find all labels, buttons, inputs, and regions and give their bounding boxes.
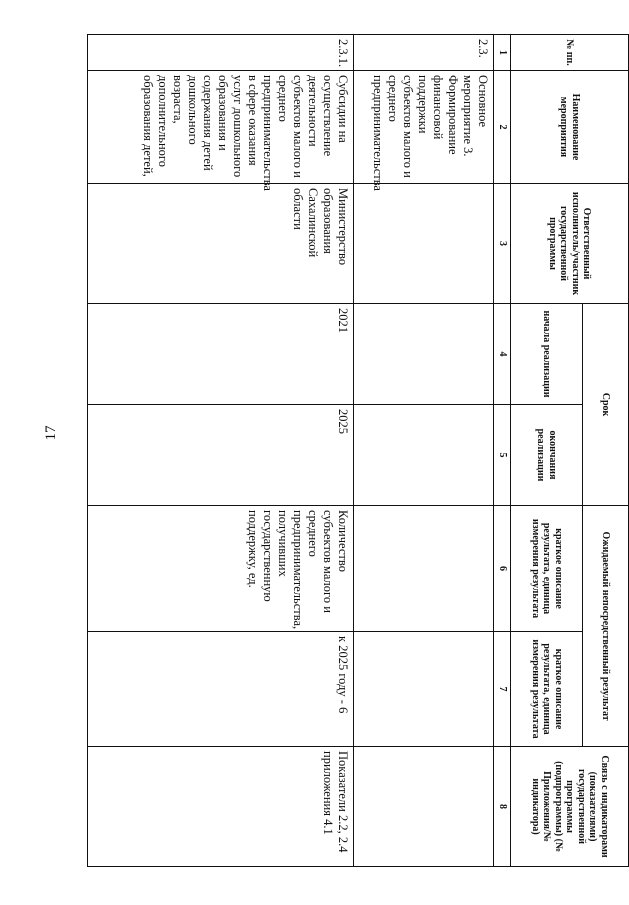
row-executor <box>354 184 494 304</box>
row-end <box>354 405 494 506</box>
row-name: Субсидии на осуществление деятельности субъектов малого и среднего предпринимательства в сфере оказания услуг дошкольного образования и содержания детей дошкольного возраста, дополнительного образования детей, <box>88 71 354 184</box>
rotated-table-container <box>87 34 629 866</box>
header-name: Наименование мероприятия <box>511 71 629 184</box>
header-end: окончания реализации <box>511 405 583 506</box>
col-number: 5 <box>494 405 511 506</box>
row-start <box>354 304 494 405</box>
header-term: Срок <box>583 304 629 506</box>
header-executor: Ответственный исполнитель/участник государственной программы <box>511 184 629 304</box>
row-executor: Министерство образования Сахалинской области <box>88 184 354 304</box>
row-link: Показатели 2.2, 2.4 приложения 4.1 <box>88 747 354 867</box>
row-num: 2.3. <box>354 35 494 71</box>
col-number: 3 <box>494 184 511 304</box>
header-num: № пп. <box>511 35 629 71</box>
row-num: 2.3.1. <box>88 35 354 71</box>
col-number: 8 <box>494 747 511 867</box>
table-row <box>354 35 494 867</box>
row-name: Основное мероприятие 3. Формирование финансовой поддержки субъектов малого и среднего предпринимательства <box>354 71 494 184</box>
page-number: 17 <box>43 425 59 441</box>
header-result: Ожидаемый непосредственный результат <box>583 506 629 747</box>
header-result-desc: краткое описание результата, единица измерения результата <box>511 506 583 632</box>
col-number: 2 <box>494 71 511 184</box>
table-row <box>88 35 354 867</box>
events-table <box>87 34 629 867</box>
header-result-desc-2: краткое описание результата, единица измерения результата <box>511 632 583 747</box>
col-number: 4 <box>494 304 511 405</box>
row-result-value <box>354 632 494 747</box>
row-result-desc <box>354 506 494 632</box>
row-result-desc: Количество субъектов малого и среднего предпринимательства, получивших государственную поддержку, ед. <box>88 506 354 632</box>
row-link <box>354 747 494 867</box>
col-number: 6 <box>494 506 511 632</box>
row-result-value: к 2025 году - 6 <box>88 632 354 747</box>
header-link: Связь с индикаторами (показателями) государственной программы (подпрограммы) (№ Приложения/№ индикатора) <box>511 747 629 867</box>
row-start: 2021 <box>88 304 354 405</box>
col-number: 1 <box>494 35 511 71</box>
header-start: начала реализации <box>511 304 583 405</box>
row-end: 2025 <box>88 405 354 506</box>
col-number: 7 <box>494 632 511 747</box>
